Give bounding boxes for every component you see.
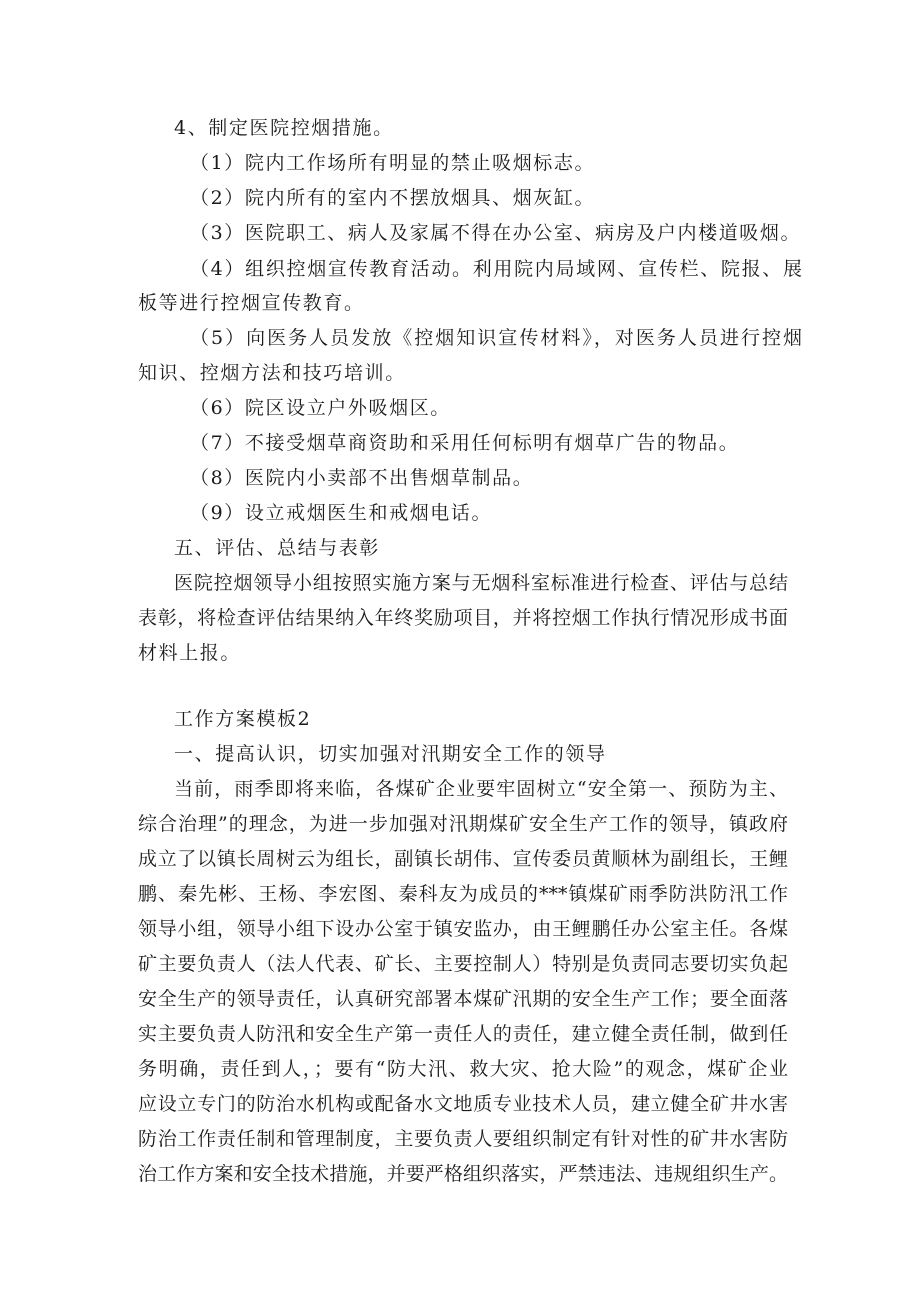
- measure-item-3: （3）医院职工、病人及家属不得在办公室、病房及户内楼道吸烟。: [190, 222, 802, 244]
- measure-item-5: （5）向医务人员发放《控烟知识宣传材料》，对医务人员进行控烟: [190, 327, 802, 349]
- template2-paragraph-line-12: 治工作方案和安全技术措施，并要严格组织落实，严禁违法、违规组织生产。: [138, 1163, 788, 1185]
- template2-paragraph-line-3: 成立了以镇长周树云为组长，副镇长胡伟、宣传委员黄顺林为副组长，王鲤: [138, 848, 788, 870]
- template2-paragraph-line-6: 矿主要负责人（法人代表、矿长、主要控制人）特别是负责同志要切实负起: [138, 953, 788, 975]
- section5-paragraph-line-3: 材料上报。: [138, 642, 242, 664]
- section4-heading: 4、制定医院控烟措施。: [174, 117, 394, 139]
- measure-item-4-cont: 板等进行控烟宣传教育。: [138, 292, 365, 314]
- section5-heading: 五、评估、总结与表彰: [174, 537, 381, 559]
- measure-item-9: （9）设立戒烟医生和戒烟电话。: [190, 502, 493, 524]
- section5-paragraph-line-2: 表彰，将检查评估结果纳入年终奖励项目，并将控烟工作执行情况形成书面: [138, 607, 788, 629]
- template2-title: 工作方案模板2: [174, 708, 312, 730]
- measure-item-2: （2）院内所有的室内不摆放烟具、烟灰缸。: [190, 187, 596, 209]
- template2-paragraph-line-7: 安全生产的领导责任，认真研究部署本煤矿汛期的安全生产工作；要全面落: [138, 988, 788, 1010]
- measure-item-7: （7）不接受烟草商资助和采用任何标明有烟草广告的物品。: [190, 432, 740, 454]
- measure-item-5-cont: 知识、控烟方法和技巧培训。: [138, 362, 406, 384]
- template2-paragraph-line-9: 务明确，责任到人，；要有“防大汛、救大灾、抢大险”的观念，煤矿企业: [138, 1058, 788, 1080]
- measure-item-1: （1）院内工作场所有明显的禁止吸烟标志。: [190, 152, 596, 174]
- template2-paragraph-line-2: 综合治理”的理念，为进一步加强对汛期煤矿安全生产工作的领导，镇政府: [138, 813, 788, 835]
- template2-paragraph-line-11: 防治工作责任制和管理制度，主要负责人要组织制定有针对性的矿井水害防: [138, 1128, 788, 1150]
- template2-paragraph-line-5: 领导小组，领导小组下设办公室于镇安监办，由王鲤鹏任办公室主任。各煤: [138, 918, 788, 940]
- measure-item-4: （4）组织控烟宣传教育活动。利用院内局域网、宣传栏、院报、展: [190, 258, 802, 280]
- template2-heading: 一、提高认识，切实加强对汛期安全工作的领导: [174, 743, 607, 765]
- measure-item-6: （6）院区设立户外吸烟区。: [190, 397, 451, 419]
- template2-paragraph-line-10: 应设立专门的防治水机构或配备水文地质专业技术人员，建立健全矿井水害: [138, 1093, 788, 1115]
- template2-paragraph-line-1: 当前，雨季即将来临，各煤矿企业要牢固树立“安全第一、预防为主、: [174, 778, 788, 800]
- template2-paragraph-line-8: 实主要负责人防汛和安全生产第一责任人的责任，建立健全责任制，做到任: [138, 1023, 788, 1045]
- template2-paragraph-line-4: 鹏、秦先彬、王杨、李宏图、秦科友为成员的***镇煤矿雨季防洪防汛工作: [138, 883, 788, 905]
- section5-paragraph-line-1: 医院控烟领导小组按照实施方案与无烟科室标准进行检查、评估与总结: [174, 572, 788, 594]
- measure-item-8: （8）医院内小卖部不出售烟草制品。: [190, 467, 534, 489]
